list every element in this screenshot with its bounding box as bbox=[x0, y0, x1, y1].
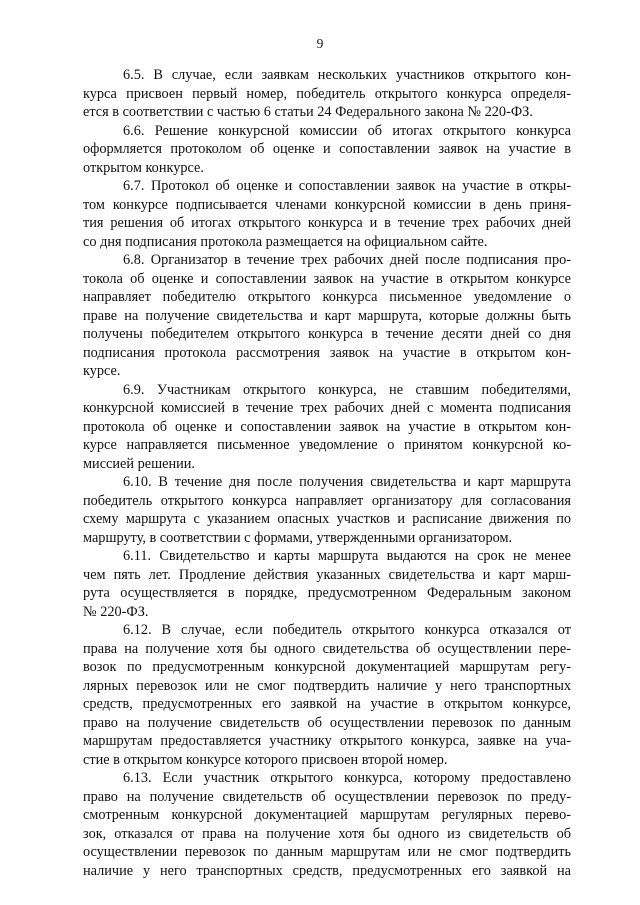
paragraph-line: осуществлении перевозок по данным маршрутам или не смог подтвердить bbox=[83, 844, 571, 860]
paragraph-line: лярных перевозок или не смог подтвердить наличие у него транспортных bbox=[83, 677, 571, 694]
paragraph bbox=[83, 769, 571, 880]
paragraph-line: смотренным конкурсной документацией маршрутам регулярных перево- bbox=[83, 807, 571, 823]
paragraph-line: 6.9. Участникам открытого конкурса, не ставшим победителями, bbox=[123, 381, 571, 398]
paragraph-line: наличие у него транспортных средств, предусмотренных его заявкой на bbox=[83, 862, 571, 879]
paragraph bbox=[83, 122, 571, 178]
page-number: 9 bbox=[316, 36, 324, 51]
document-body bbox=[83, 66, 571, 880]
paragraph-line: ется в соответствии с частью 6 статьи 24 Федерального закона № 220-ФЗ. bbox=[83, 104, 533, 120]
paragraph-line: праве на получение свидетельства и карт маршрута, которые должны быть bbox=[83, 307, 571, 324]
paragraph-line: 6.7. Протокол об оценке и сопоставлении заявок на участие в откры- bbox=[123, 178, 571, 194]
paragraph bbox=[83, 381, 571, 474]
paragraph-line: схему маршрута с указанием опасных участков и расписание движения по bbox=[83, 511, 571, 527]
paragraph-line: средств, предусмотренных его заявкой на участие в открытом конкурсе, bbox=[83, 696, 571, 712]
paragraph bbox=[83, 66, 571, 122]
paragraph-line: 6.5. В случае, если заявкам нескольких участников открытого кон- bbox=[123, 67, 571, 83]
paragraph-line: курса присвоен первый номер, победитель открытого конкурса определя- bbox=[83, 85, 571, 102]
paragraph-line: № 220-ФЗ. bbox=[83, 603, 149, 620]
paragraph-line: право на получение свидетельств об осуществлении перевозок по преду- bbox=[83, 788, 571, 805]
paragraph-line: получены победителем открытого конкурса в течение десяти дней со дня bbox=[83, 326, 571, 342]
paragraph-line: со дня подписания протокола размещается на официальном сайте. bbox=[83, 233, 488, 250]
paragraph bbox=[83, 177, 571, 251]
paragraph-line: протокола об оценке и сопоставлении заявок на участие в открытом кон- bbox=[83, 418, 571, 435]
paragraph-line: оформляется протоколом об оценке и сопоставлении заявок на участие в bbox=[83, 141, 571, 157]
paragraph-line: 6.13. Если участник открытого конкурса, которому предоставлено bbox=[123, 770, 571, 786]
paragraph bbox=[83, 473, 571, 547]
paragraph bbox=[83, 547, 571, 621]
paragraph-line: зок, отказался от права на получение хотя бы одного из свидетельств об bbox=[83, 825, 571, 842]
paragraph-line: чем пять лет. Продление действия указанных свидетельства и карт марш- bbox=[83, 566, 571, 583]
paragraph-line: курсе направляется письменное уведомление о принятом конкурсной ко- bbox=[83, 437, 571, 453]
paragraph-line: курсе. bbox=[83, 363, 121, 379]
paragraph bbox=[83, 251, 571, 381]
paragraph-line: 6.12. В случае, если победитель открытого конкурса отказался от bbox=[123, 622, 571, 638]
paragraph-line: победитель открытого конкурса направляет организатору для согласования bbox=[83, 492, 571, 509]
paragraph-line: миссией решении. bbox=[83, 455, 195, 472]
paragraph-line: том конкурсе подписывается членами конкурсной комиссии в день приня- bbox=[83, 196, 571, 213]
paragraph-line: маршруту, в соответствии с формами, утвержденными организатором. bbox=[83, 529, 513, 546]
paragraph-line: права на получение хотя бы одного свидетельства об осуществлении пере- bbox=[83, 640, 571, 657]
paragraph-line: 6.8. Организатор в течение трех рабочих дней после подписания про- bbox=[123, 252, 571, 268]
paragraph-line: направляет победителю открытого конкурса письменное уведомление о bbox=[83, 289, 571, 305]
paragraph-line: возок по предусмотренным конкурсной документацией маршрутам регу- bbox=[83, 659, 571, 675]
paragraph-line: открытом конкурсе. bbox=[83, 159, 204, 176]
paragraph-line: тия решения об итогах открытого конкурса и в течение трех рабочих дней bbox=[83, 215, 571, 231]
paragraph bbox=[83, 621, 571, 769]
paragraph-line: рута осуществляется в порядке, предусмотренном Федеральным законом bbox=[83, 585, 571, 601]
paragraph-line: стие в открытом конкурсе которого присвоен второй номер. bbox=[83, 751, 448, 768]
paragraph-line: 6.11. Свидетельство и карты маршрута выдаются на срок не менее bbox=[123, 548, 571, 564]
paragraph-line: право на получение свидетельств об осуществлении перевозок по данным bbox=[83, 714, 571, 731]
paragraph-line: маршрутам предоставляется участнику открытого конкурса, заявке на уча- bbox=[83, 733, 571, 749]
paragraph-line: 6.10. В течение дня после получения свидетельства и карт маршрута bbox=[123, 474, 571, 490]
paragraph-line: токола об оценке и сопоставлении заявок на участие в открытом конкурсе bbox=[83, 270, 571, 287]
paragraph-line: конкурсной комиссией в течение трех рабочих дней с момента подписания bbox=[83, 400, 571, 416]
paragraph-line: подписания протокола рассмотрения заявок на участие в открытом кон- bbox=[83, 344, 571, 361]
paragraph-line: 6.6. Решение конкурсной комиссии об итогах открытого конкурса bbox=[123, 122, 571, 139]
